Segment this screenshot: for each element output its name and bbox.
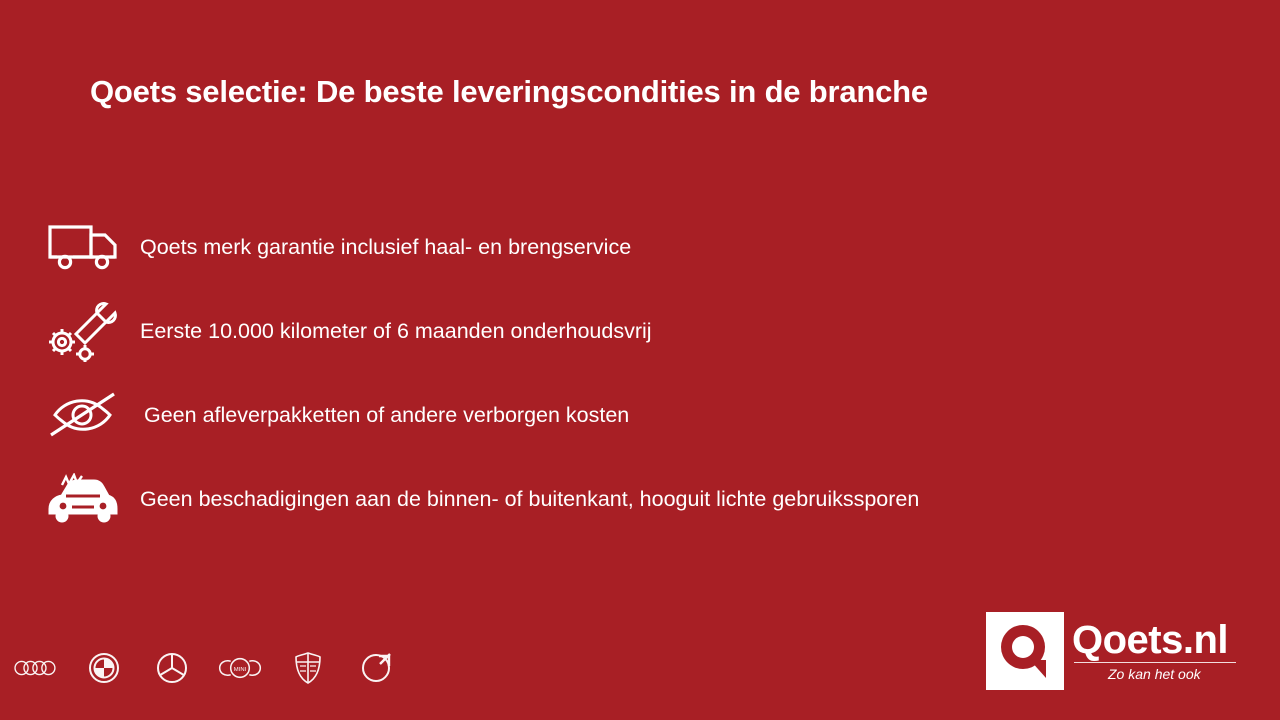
list-item [40,373,1240,457]
logo-wordmark: Qoets.nl [1072,618,1229,662]
damaged-car-icon [40,469,126,529]
logo-divider [1074,662,1236,663]
mini-logo [218,646,262,690]
wrench-gear-icon [40,301,126,361]
logo-tagline: Zo kan het ook [1108,666,1201,682]
list-item-label: Eerste 10.000 kilometer of 6 maanden onderhoudsvrij [140,318,652,343]
eye-slash-icon [40,385,126,445]
list-item-label: Qoets merk garantie inclusief haal- en brengservice [140,234,632,259]
list-item-label: Geen beschadigingen aan de binnen- of buitenkant, hooguit lichte gebruikssporen [140,486,920,511]
logo-q-glyph [994,620,1056,682]
list-item [40,289,1240,373]
brand-logo-row [14,646,398,690]
list-item-label: Geen afleverpakketten of andere verborgen kosten [144,402,630,427]
page-title: Qoets selectie: De beste leveringscondities in de branche [90,74,928,109]
delivery-truck-icon [40,217,126,277]
svg-text:MINI: MINI [233,666,247,673]
audi-logo [14,646,58,690]
bullet-list [40,205,1240,541]
volvo-logo [354,646,398,690]
bmw-logo [82,646,126,690]
list-item [40,457,1240,541]
mercedes-benz-logo [150,646,194,690]
list-item [40,205,1240,289]
porsche-logo [286,646,330,690]
qoets-logo [986,612,1236,692]
